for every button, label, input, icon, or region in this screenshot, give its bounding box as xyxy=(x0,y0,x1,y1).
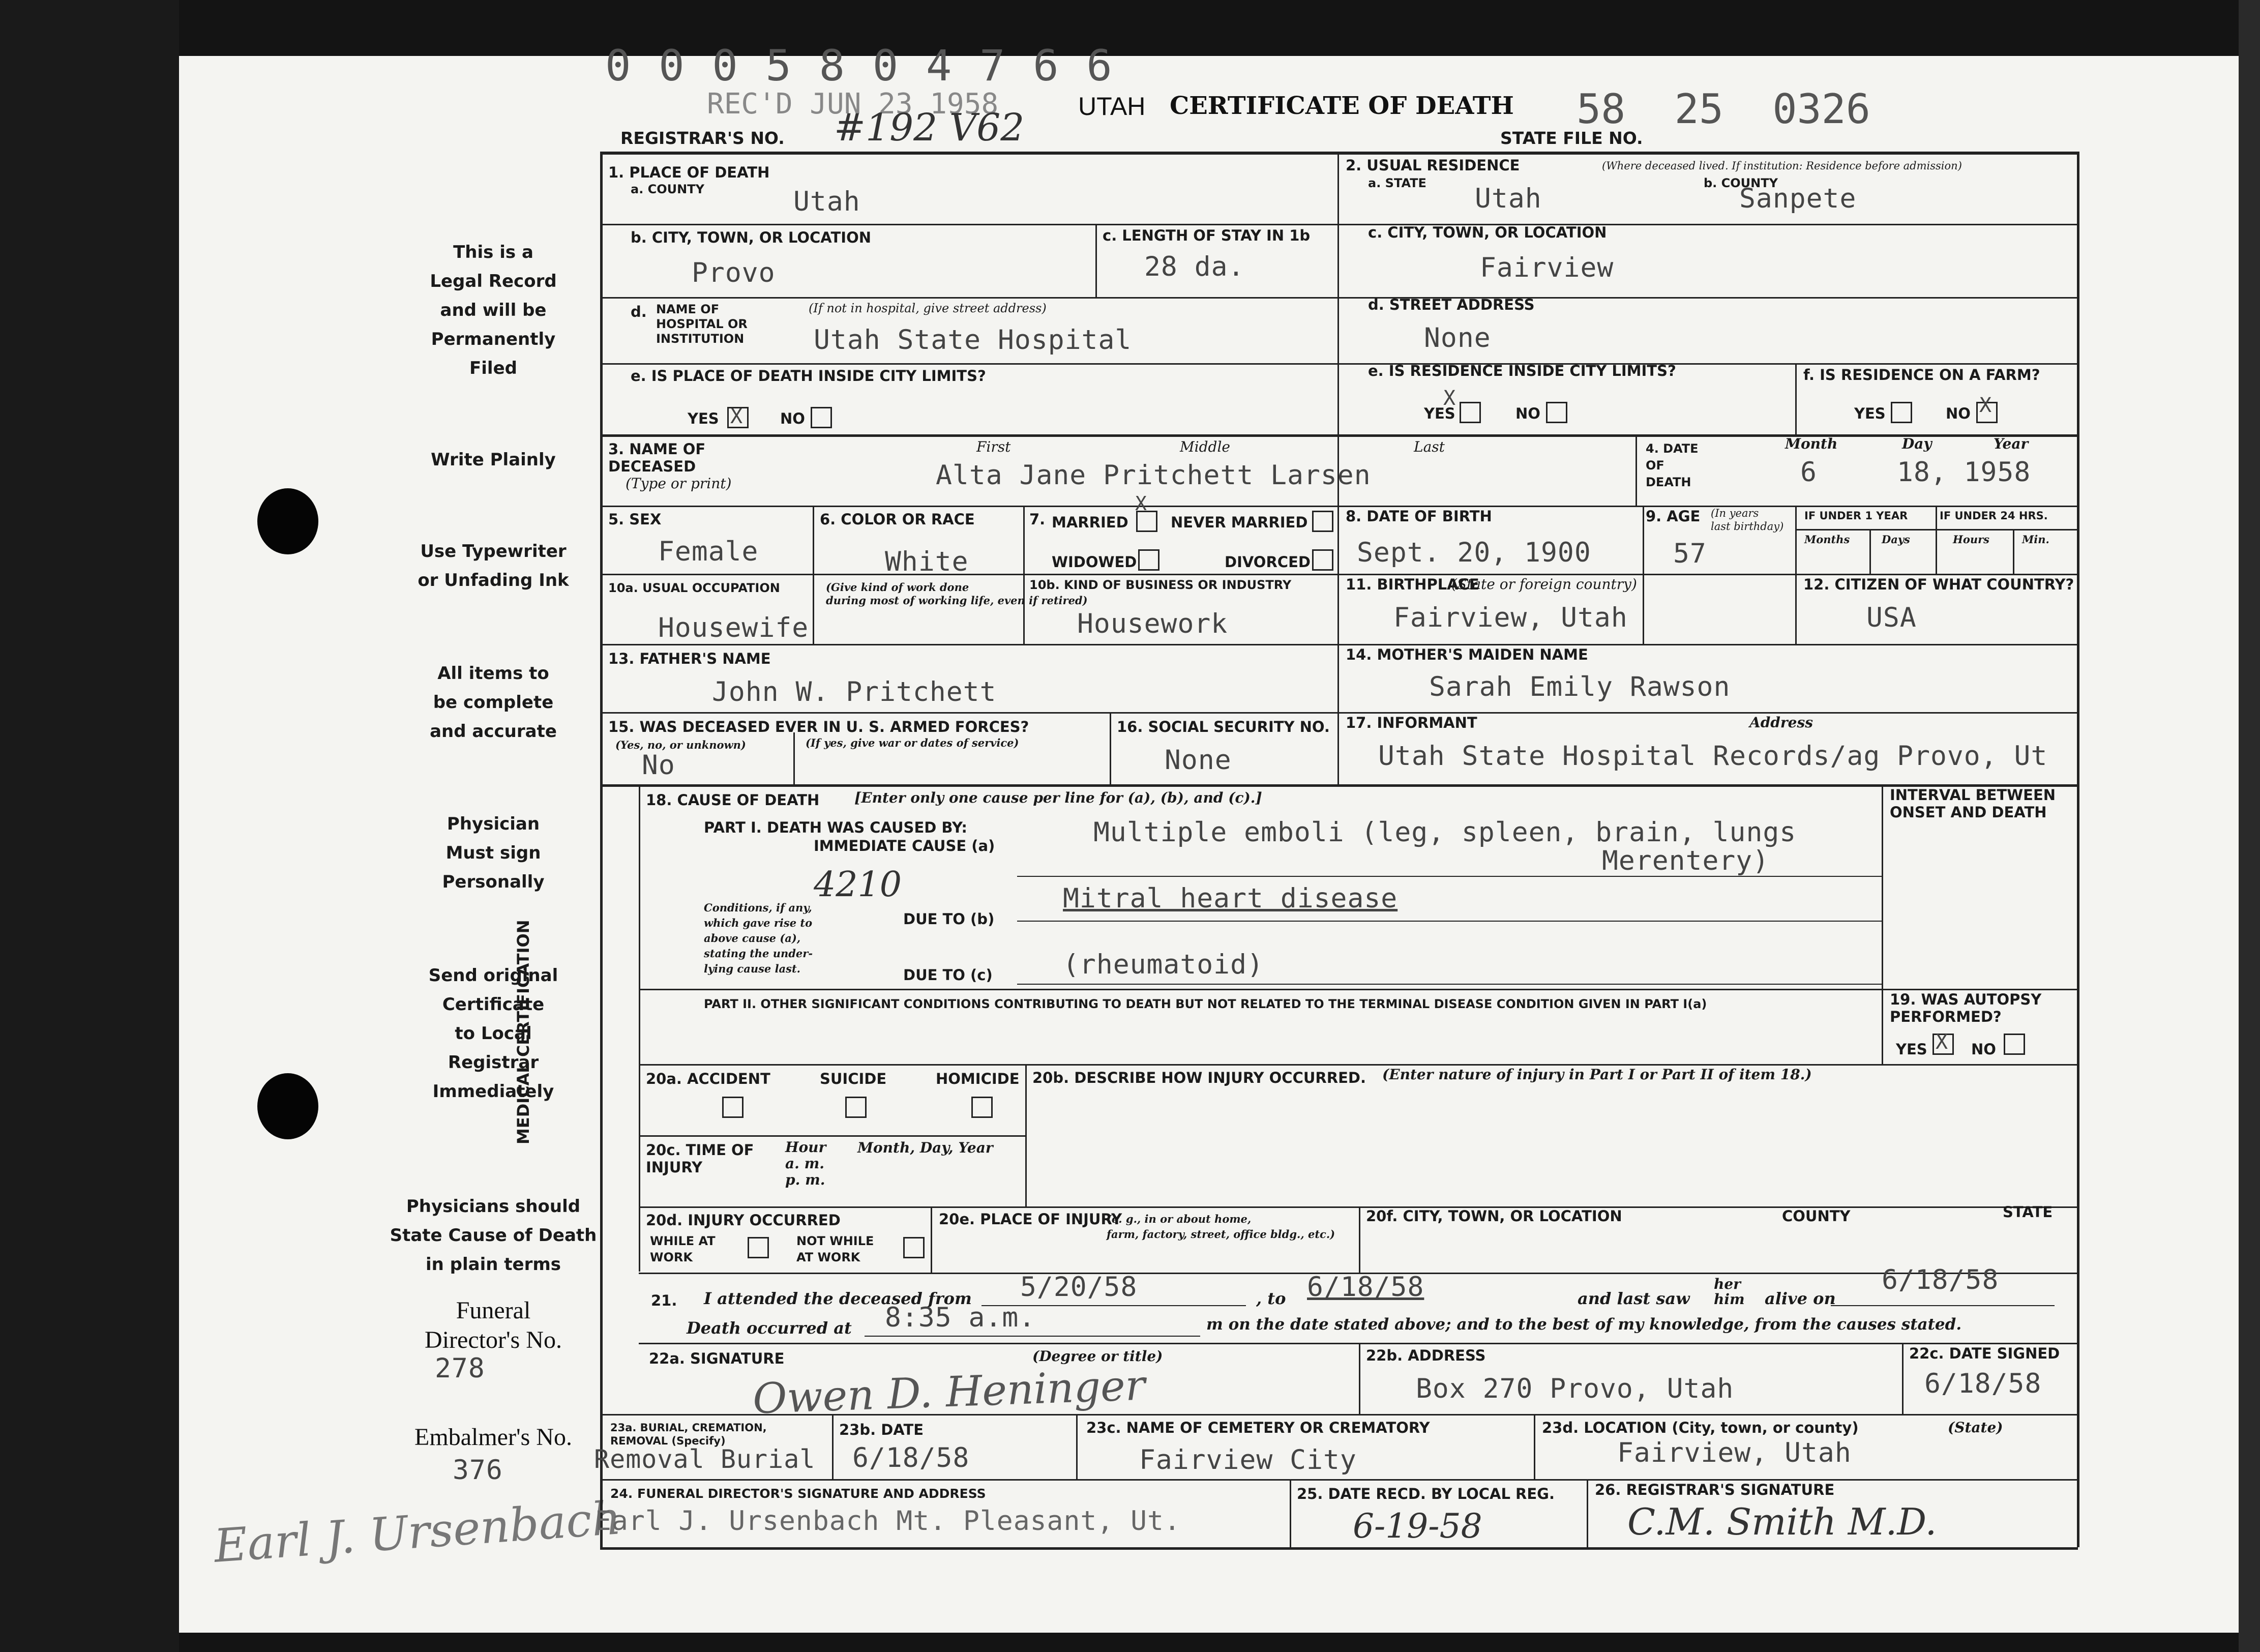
signature-label: 22a. SIGNATURE xyxy=(649,1350,785,1367)
title-prefix: UTAH xyxy=(1078,92,1146,121)
death-time-value: 8:35 a.m. xyxy=(885,1302,1036,1333)
burial-date-label: 23b. DATE xyxy=(839,1421,924,1438)
armed-forces-value: No xyxy=(642,750,675,781)
residence-county-label: b. COUNTY xyxy=(1704,176,1778,190)
alive-on-text: alive on xyxy=(1765,1289,1836,1308)
under-1-year-label: IF UNDER 1 YEAR xyxy=(1804,510,1908,522)
attended-to-value: 6/18/58 xyxy=(1307,1272,1424,1303)
mother-name-label: 14. MOTHER'S MAIDEN NAME xyxy=(1346,646,1588,663)
funeral-director-no-value: 278 xyxy=(435,1353,485,1384)
while-at-work-label: WHILE AT WORK xyxy=(650,1234,716,1264)
ssn-label: 16. SOCIAL SECURITY NO. xyxy=(1117,718,1330,735)
death-year-label: Year xyxy=(1994,435,2029,452)
residence-inside-city-label: e. IS RESIDENCE INSIDE CITY LIMITS? xyxy=(1368,362,1676,379)
sidebar-typewriter: Use Typewriter or Unfading Ink xyxy=(418,541,569,591)
received-stamp: REC'D JUN 23 1958 xyxy=(707,87,999,121)
birth-date-value: Sept. 20, 1900 xyxy=(1357,537,1591,568)
burial-value: Removal Burial xyxy=(594,1444,816,1474)
informant-value: Utah State Hospital Records/ag Provo, Ut xyxy=(1378,741,2048,772)
burial-label: 23a. BURIAL, CREMATION, REMOVAL (Specify) xyxy=(610,1422,767,1447)
race-label: 6. COLOR OR RACE xyxy=(820,511,975,528)
farm-no-label: NO xyxy=(1946,405,1971,422)
street-address-value: None xyxy=(1424,322,1491,353)
business-value: Housework xyxy=(1077,608,1228,639)
race-value: White xyxy=(885,546,969,577)
residence-city-value: Fairview xyxy=(1480,252,1614,283)
age-label-note: (In years last birthday) xyxy=(1711,507,1784,533)
residence-note: (Where deceased lived. If institution: Residence before admission) xyxy=(1602,160,1962,172)
residence-state-label: a. STATE xyxy=(1368,176,1426,190)
accident-checkbox[interactable] xyxy=(722,1097,744,1118)
married-mark: X xyxy=(1135,492,1147,515)
time-of-injury-label: 20c. TIME OF INJURY xyxy=(646,1141,754,1176)
farm-label: f. IS RESIDENCE ON A FARM? xyxy=(1803,366,2040,383)
funeral-director-no-label: Funeral Director's No. xyxy=(425,1297,562,1353)
state-file-no-value: 58 25 0326 xyxy=(1577,85,1870,133)
months-label: Months xyxy=(1804,533,1850,546)
date-signed-label: 22c. DATE SIGNED xyxy=(1909,1345,2060,1362)
burial-state-label: (State) xyxy=(1948,1419,2003,1436)
month-day-year-label: Month, Day, Year xyxy=(857,1139,993,1156)
sex-value: Female xyxy=(658,536,759,567)
residence-city-label: c. CITY, TOWN, OR LOCATION xyxy=(1368,224,1607,241)
death-day-year-value: 18, 1958 xyxy=(1897,457,2031,488)
death-inside-no-label: NO xyxy=(780,410,805,427)
divorced-checkbox[interactable] xyxy=(1312,549,1333,571)
place-of-injury-label: 20e. PLACE OF INJURY xyxy=(939,1211,1122,1228)
knowledge-statement: m on the date stated above; and to the best of my knowledge, from the causes stated. xyxy=(1206,1315,1962,1334)
certificate-title: CERTIFICATE OF DEATH xyxy=(1170,92,1514,120)
state-file-no-label: STATE FILE NO. xyxy=(1500,128,1643,148)
ssn-value: None xyxy=(1165,745,1232,776)
date-received-value: 6-19-58 xyxy=(1353,1507,1482,1546)
death-inside-yes-label: YES xyxy=(688,410,719,427)
informant-label: 17. INFORMANT xyxy=(1346,714,1477,731)
degree-label: (Degree or title) xyxy=(1032,1348,1163,1365)
death-inside-city-label: e. IS PLACE OF DEATH INSIDE CITY LIMITS? xyxy=(631,367,986,385)
sex-label: 5. SEX xyxy=(608,511,662,528)
attended-from-value: 5/20/58 xyxy=(1020,1272,1138,1303)
funeral-director-label: 24. FUNERAL DIRECTOR'S SIGNATURE AND ADDRESS xyxy=(610,1486,986,1501)
due-to-b-value: Mitral heart disease xyxy=(1063,883,1398,914)
registrar-no-value: #192 V62 xyxy=(834,106,1025,150)
age-value: 57 xyxy=(1673,538,1707,569)
first-name-label: First xyxy=(976,438,1011,455)
registrar-no-label: REGISTRAR'S NO. xyxy=(620,128,785,148)
last-name-label: Last xyxy=(1414,438,1445,455)
due-to-c-value: (rheumatoid) xyxy=(1063,949,1264,980)
injury-occurred-label: 20d. INJURY OCCURRED xyxy=(646,1212,841,1229)
hospital-value: Utah State Hospital xyxy=(814,324,1132,356)
farm-yes-label: YES xyxy=(1854,405,1886,422)
sidebar-write-plainly: Write Plainly xyxy=(431,450,556,470)
to-text: , to xyxy=(1256,1289,1286,1308)
physician-signature: Owen D. Heninger xyxy=(752,1361,1146,1424)
attended-text: I attended the deceased from xyxy=(704,1289,972,1308)
hospital-label-d: d. xyxy=(631,303,647,320)
hour-label: Hour a. m. p. m. xyxy=(785,1139,826,1188)
father-name-value: John W. Pritchett xyxy=(712,676,997,707)
residence-inside-no-checkbox[interactable] xyxy=(1546,402,1567,423)
name-label: 3. NAME OF DECEASED xyxy=(608,440,706,475)
under-24-hrs-label: IF UNDER 24 HRS. xyxy=(1940,510,2048,522)
sidebar-legal-note: This is a Legal Record and will be Permanently Filed xyxy=(430,242,557,378)
never-married-label: NEVER MARRIED xyxy=(1171,514,1308,531)
sidebar-physician-sign: Physician Must sign Personally xyxy=(442,814,545,892)
residence-inside-yes-checkbox[interactable] xyxy=(1460,402,1481,423)
injury-city-label: 20f. CITY, TOWN, OR LOCATION xyxy=(1366,1207,1622,1225)
never-married-checkbox[interactable] xyxy=(1312,511,1333,532)
residence-heading: 2. USUAL RESIDENCE xyxy=(1346,157,1520,174)
due-to-b-label: DUE TO (b) xyxy=(903,910,995,928)
citizen-value: USA xyxy=(1866,602,1917,633)
scanner-background-right xyxy=(2239,0,2260,1652)
cause-heading-note: [Enter only one cause per line for (a), (b), and (c).] xyxy=(854,789,1262,806)
residence-inside-mark: X xyxy=(1443,387,1456,410)
armed-forces-note-1: (Yes, no, or unknown) xyxy=(615,739,746,751)
min-label: Min. xyxy=(2022,533,2049,546)
describe-injury-note: (Enter nature of injury in Part I or Part II of item 18.) xyxy=(1382,1066,1812,1083)
residence-inside-yes-label: YES xyxy=(1424,405,1455,422)
interval-label: INTERVAL BETWEEN ONSET AND DEATH xyxy=(1890,786,2056,821)
death-day-label: Day xyxy=(1902,435,1932,452)
residence-county-value: Sanpete xyxy=(1739,183,1857,214)
death-inside-no-checkbox[interactable] xyxy=(811,407,832,428)
autopsy-no-checkbox[interactable] xyxy=(2004,1034,2025,1055)
stamp-number: 0 0 0 5 8 0 4 7 6 6 xyxy=(605,41,1113,91)
father-name-label: 13. FATHER'S NAME xyxy=(608,650,771,667)
street-address-label: d. STREET ADDRESS xyxy=(1368,296,1535,313)
death-county-label: a. COUNTY xyxy=(631,182,705,196)
scanner-background xyxy=(0,0,179,1652)
alive-on-value: 6/18/58 xyxy=(1882,1264,1999,1295)
immediate-cause-value-1: Multiple emboli (leg, spleen, brain, lungs xyxy=(1093,817,1797,848)
length-of-stay-label: c. LENGTH OF STAY IN 1b xyxy=(1103,227,1311,244)
residence-state-value: Utah xyxy=(1475,183,1542,214)
funeral-director-scrawl-left: Earl J. Ursenbach xyxy=(212,1491,623,1573)
not-while-at-work-checkbox[interactable] xyxy=(903,1237,925,1258)
death-county-value: Utah xyxy=(793,186,860,217)
medical-certification-vertical-label: MEDICAL CERTIFICATION xyxy=(514,920,533,1144)
death-month-label: Month xyxy=(1785,435,1838,452)
birthplace-value: Fairview, Utah xyxy=(1393,602,1628,633)
sidebar-state-cause: Physicians should State Cause of Death in plain terms xyxy=(390,1196,597,1275)
age-label: 9. AGE xyxy=(1646,508,1701,525)
physician-address-label: 22b. ADDRESS xyxy=(1366,1347,1486,1364)
embalmer-no-label: Embalmer's No. xyxy=(414,1424,572,1451)
farm-no-mark: X xyxy=(1979,394,1992,417)
injury-county-label: COUNTY xyxy=(1782,1207,1851,1225)
mother-name-value: Sarah Emily Rawson xyxy=(1429,671,1731,702)
death-city-value: Provo xyxy=(692,257,776,288)
farm-yes-checkbox[interactable] xyxy=(1891,402,1912,423)
burial-location-value: Fairview, Utah xyxy=(1617,1437,1852,1468)
deceased-name-value: Alta Jane Pritchett Larsen xyxy=(936,460,1371,491)
middle-name-label: Middle xyxy=(1180,438,1230,455)
date-signed-value: 6/18/58 xyxy=(1924,1368,2042,1399)
residence-inside-no-label: NO xyxy=(1515,405,1540,422)
her-him-text: her him xyxy=(1714,1276,1745,1308)
not-while-at-work-label: NOT WHILE AT WORK xyxy=(796,1234,874,1264)
armed-forces-note-2: (If yes, give war or dates of service) xyxy=(806,736,1019,749)
autopsy-label: 19. WAS AUTOPSY PERFORMED? xyxy=(1890,991,2042,1025)
marital-label: 7. xyxy=(1029,511,1046,528)
death-month-value: 6 xyxy=(1800,457,1817,488)
physician-address-value: Box 270 Provo, Utah xyxy=(1416,1373,1734,1404)
part-2-label: PART II. OTHER SIGNIFICANT CONDITIONS CONTRIBUTING TO DEATH BUT NOT RELATED TO THE TERMINAL DISEASE CONDITION GIVEN IN PART I(a) xyxy=(704,997,1707,1011)
registrar-signature-label: 26. REGISTRAR'S SIGNATURE xyxy=(1595,1481,1835,1498)
immediate-cause-value-2: Merentery) xyxy=(1602,845,1770,876)
punch-hole-bottom xyxy=(257,1073,318,1139)
cause-code: 4210 xyxy=(814,865,902,905)
autopsy-yes-label: YES xyxy=(1896,1041,1927,1058)
married-label: MARRIED xyxy=(1052,514,1128,531)
suicide-checkbox[interactable] xyxy=(845,1097,867,1118)
homicide-checkbox[interactable] xyxy=(971,1097,993,1118)
suicide-label: SUICIDE xyxy=(820,1070,887,1087)
attendance-num: 21. xyxy=(651,1292,677,1309)
describe-injury-label: 20b. DESCRIBE HOW INJURY OCCURRED. xyxy=(1032,1069,1366,1086)
occupation-note: (Give kind of work done during most of working life, even if retired) xyxy=(826,581,1088,607)
death-inside-yes-mark: X xyxy=(730,405,743,428)
burial-date-value: 6/18/58 xyxy=(852,1442,970,1473)
registrar-signature-value: C.M. Smith M.D. xyxy=(1627,1500,1937,1543)
place-of-death-heading: 1. PLACE OF DEATH xyxy=(608,164,770,181)
sidebar-send-original: Send original Certificate to Local Registrar Immediately xyxy=(428,965,558,1102)
sidebar-items-complete: All items to be complete and accurate xyxy=(430,663,557,742)
informant-address-label: Address xyxy=(1749,714,1813,731)
widowed-label: WIDOWED xyxy=(1052,553,1137,571)
cause-heading: 18. CAUSE OF DEATH xyxy=(646,791,820,809)
autopsy-no-label: NO xyxy=(1971,1041,1996,1058)
armed-forces-label: 15. WAS DECEASED EVER IN U. S. ARMED FORCES? xyxy=(608,718,1029,735)
date-of-death-label: 4. DATE OF DEATH xyxy=(1646,441,1699,489)
embalmer-no-value: 376 xyxy=(453,1455,503,1486)
birthplace-note: (State or foreign country) xyxy=(1451,576,1637,593)
business-label: 10b. KIND OF BUSINESS OR INDUSTRY xyxy=(1029,578,1292,592)
divorced-label: DIVORCED xyxy=(1225,553,1311,571)
accident-label: 20a. ACCIDENT xyxy=(646,1070,770,1087)
citizen-label: 12. CITIZEN OF WHAT COUNTRY? xyxy=(1803,576,2074,593)
place-of-injury-note: (e. g., in or about home, farm, factory, street, office bldg., etc.) xyxy=(1107,1213,1335,1241)
length-of-stay-value: 28 da. xyxy=(1144,251,1245,282)
conditions-note: Conditions, if any, which gave rise to above cause (a), stating the under- lying cause last. xyxy=(704,901,813,975)
hospital-label: NAME OF HOSPITAL OR INSTITUTION xyxy=(656,302,748,346)
hours-label: Hours xyxy=(1953,533,1990,546)
death-occurred-text: Death occurred at xyxy=(687,1318,852,1338)
burial-location-label: 23d. LOCATION (City, town, or county) xyxy=(1542,1419,1859,1436)
cemetery-value: Fairview City xyxy=(1139,1444,1357,1476)
date-received-label: 25. DATE RECD. BY LOCAL REG. xyxy=(1297,1485,1555,1502)
immediate-cause-label: IMMEDIATE CAUSE (a) xyxy=(814,837,995,854)
occupation-value: Housewife xyxy=(658,612,809,643)
cemetery-label: 23c. NAME OF CEMETERY OR CREMATORY xyxy=(1086,1419,1430,1436)
funeral-director-value: Earl J. Ursenbach Mt. Pleasant, Ut. xyxy=(595,1506,1181,1537)
occupation-label: 10a. USUAL OCCUPATION xyxy=(608,581,780,595)
while-at-work-checkbox[interactable] xyxy=(748,1237,769,1258)
birthplace-label: 11. BIRTHPLACE xyxy=(1346,576,1479,593)
birth-date-label: 8. DATE OF BIRTH xyxy=(1346,508,1492,525)
part-1-label: PART I. DEATH WAS CAUSED BY: xyxy=(704,819,968,836)
days-label: Days xyxy=(1882,533,1910,546)
death-city-label: b. CITY, TOWN, OR LOCATION xyxy=(631,229,871,246)
punch-hole-top xyxy=(257,488,318,554)
due-to-c-label: DUE TO (c) xyxy=(903,966,993,984)
autopsy-yes-mark: X xyxy=(1936,1030,1948,1054)
name-label-note: (Type or print) xyxy=(626,475,732,492)
homicide-label: HOMICIDE xyxy=(936,1070,1020,1087)
injury-state-label: STATE xyxy=(2003,1203,2053,1221)
widowed-checkbox[interactable] xyxy=(1138,549,1159,571)
hospital-note: (If not in hospital, give street address) xyxy=(809,301,1047,315)
last-saw-text: and last saw xyxy=(1578,1289,1690,1308)
